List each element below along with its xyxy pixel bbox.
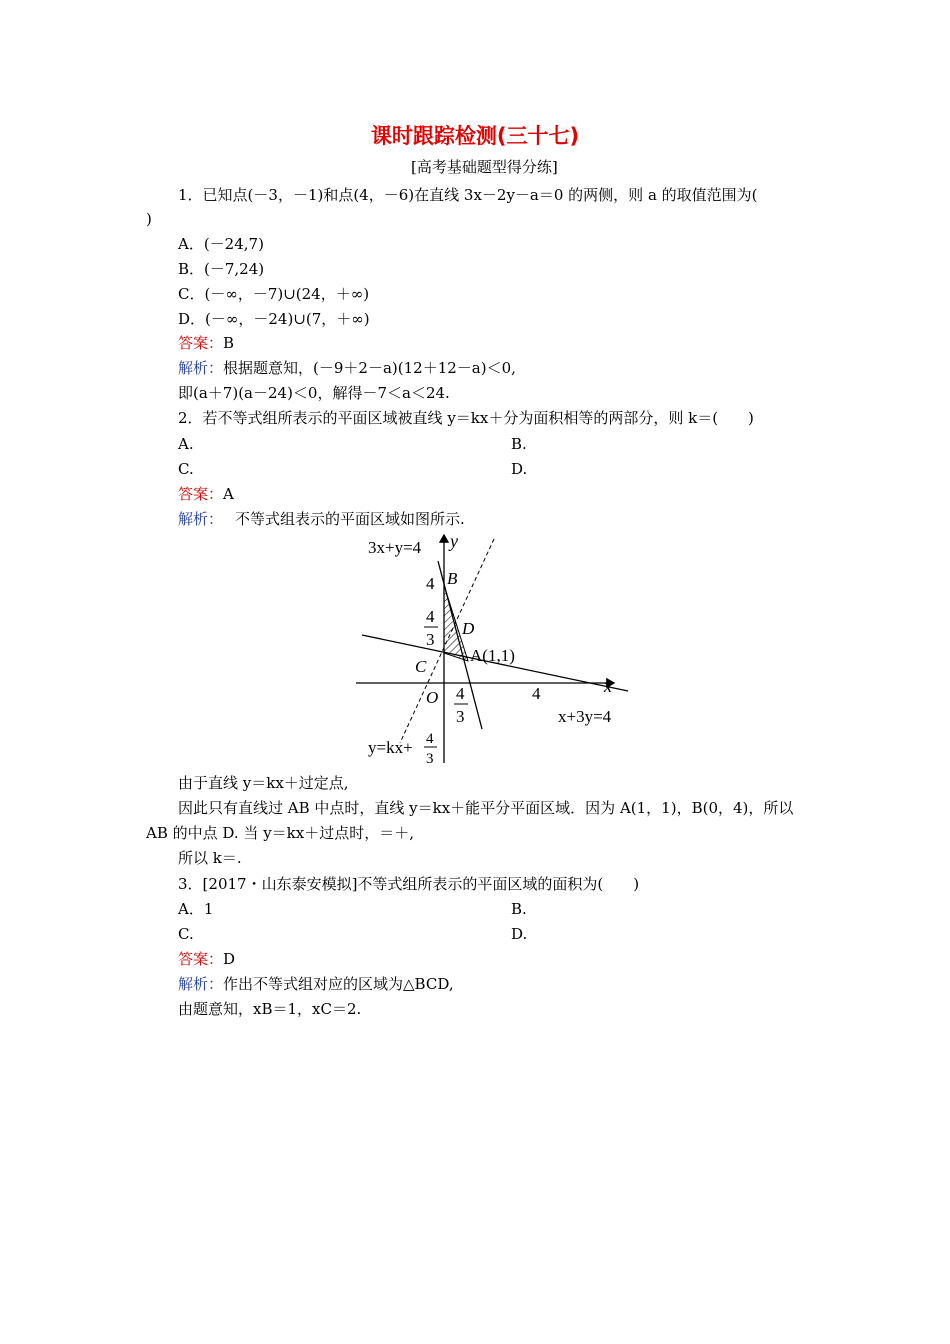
q3-analysis [178,974,454,994]
q3-stem: 3．[2017・山东泰安模拟]不等式组所表示的平面区域的面积为( ) [178,875,640,893]
label-y-axis: y [450,531,458,551]
q1-analysis-line2: 即(a＋7)(a－24)＜0，解得－7＜a＜24. [178,384,450,402]
frac-num-x: 4 [456,684,465,703]
q3-option-a: A．1 [178,900,214,918]
q1-analysis-label: 解析： [178,359,224,377]
q2-option-b: B. [511,435,527,453]
frac-den-k: 3 [426,751,434,767]
frac-num-k: 4 [426,731,434,747]
q2-line1: 由于直线 y＝kx＋过定点, [178,774,349,792]
q2-answer-value: A [223,485,234,503]
q2-analysis-intro: 不等式组表示的平面区域如图所示. [235,510,465,528]
label-origin: O [426,688,439,707]
q1-analysis [178,358,516,378]
feasible-region-figure [352,531,630,768]
frac-den-x: 3 [456,707,465,726]
q2-stem: 2．若不等式组所表示的平面区域被直线 y＝kx＋分为面积相等的两部分，则 k＝( ) [178,409,754,427]
q1-option-a: A．(－24,7) [178,235,264,253]
q2-option-d: D. [511,460,528,478]
q1-stem: 1．已知点(－3，－1)和点(4，－6)在直线 3x－2y－a＝0 的两侧，则 a 的取值范围为( [178,186,758,204]
q3-option-b: B. [511,900,527,918]
label-x-axis: x [604,676,612,696]
q2-answer [178,484,234,504]
q3-analysis-line2: 由题意知，xB＝1，xC＝2. [178,1000,362,1018]
frac-den-y: 3 [426,630,435,649]
page-title: 课时跟踪检测(三十七) [370,124,580,148]
label-3x-plus-y: 3x+y=4 [368,538,422,557]
q1-option-b: B．(－7,24) [178,260,265,278]
q2-answer-label: 答案： [178,485,224,503]
q2-analysis [178,509,465,529]
label-y-eq-kx: y=kx+ [368,738,413,757]
label-tick-4-y: 4 [426,574,435,593]
q1-answer-label: 答案： [178,334,224,352]
q1-option-d: D．(－∞，－24)∪(7，＋∞) [178,310,370,328]
q2-line2: 因此只有直线过 AB 中点时，直线 y＝kx＋能平分平面区域．因为 A(1，1)，B(0，4)，所以 [178,799,794,817]
q3-answer-label: 答案： [178,950,224,968]
label-point-d: D [462,619,475,638]
section-subtitle: [高考基础题型得分练] [411,158,558,176]
q3-answer [178,949,235,969]
q1-stem-end: ) [146,210,152,228]
label-point-a: A(1,1) [470,646,515,665]
q2-line4: 所以 k＝. [178,849,242,867]
q2-line3: AB 的中点 D. 当 y＝kx＋过点时，＝＋, [146,824,414,842]
q2-option-a: A. [178,435,194,453]
label-point-c: C [415,657,427,676]
q1-analysis-text: 根据题意知，(－9＋2－a)(12＋12－a)＜0, [223,359,516,377]
q3-option-d: D. [511,925,528,943]
frac-num-y: 4 [426,607,435,626]
q1-answer [178,333,234,353]
q3-analysis-label: 解析： [178,975,224,993]
q3-option-c: C. [178,925,194,943]
label-point-b: B [447,569,458,588]
q3-answer-value: D [223,950,236,968]
q3-analysis-text: 作出不等式组对应的区域为△BCD, [223,975,454,993]
q2-option-c: C. [178,460,194,478]
q2-analysis-label: 解析： [178,510,224,528]
label-tick-4-x: 4 [532,684,541,703]
label-x-plus-3y: x+3y=4 [558,707,612,726]
q1-answer-value: B [223,334,235,352]
q1-option-c: C．(－∞，－7)∪(24，＋∞) [178,285,370,303]
